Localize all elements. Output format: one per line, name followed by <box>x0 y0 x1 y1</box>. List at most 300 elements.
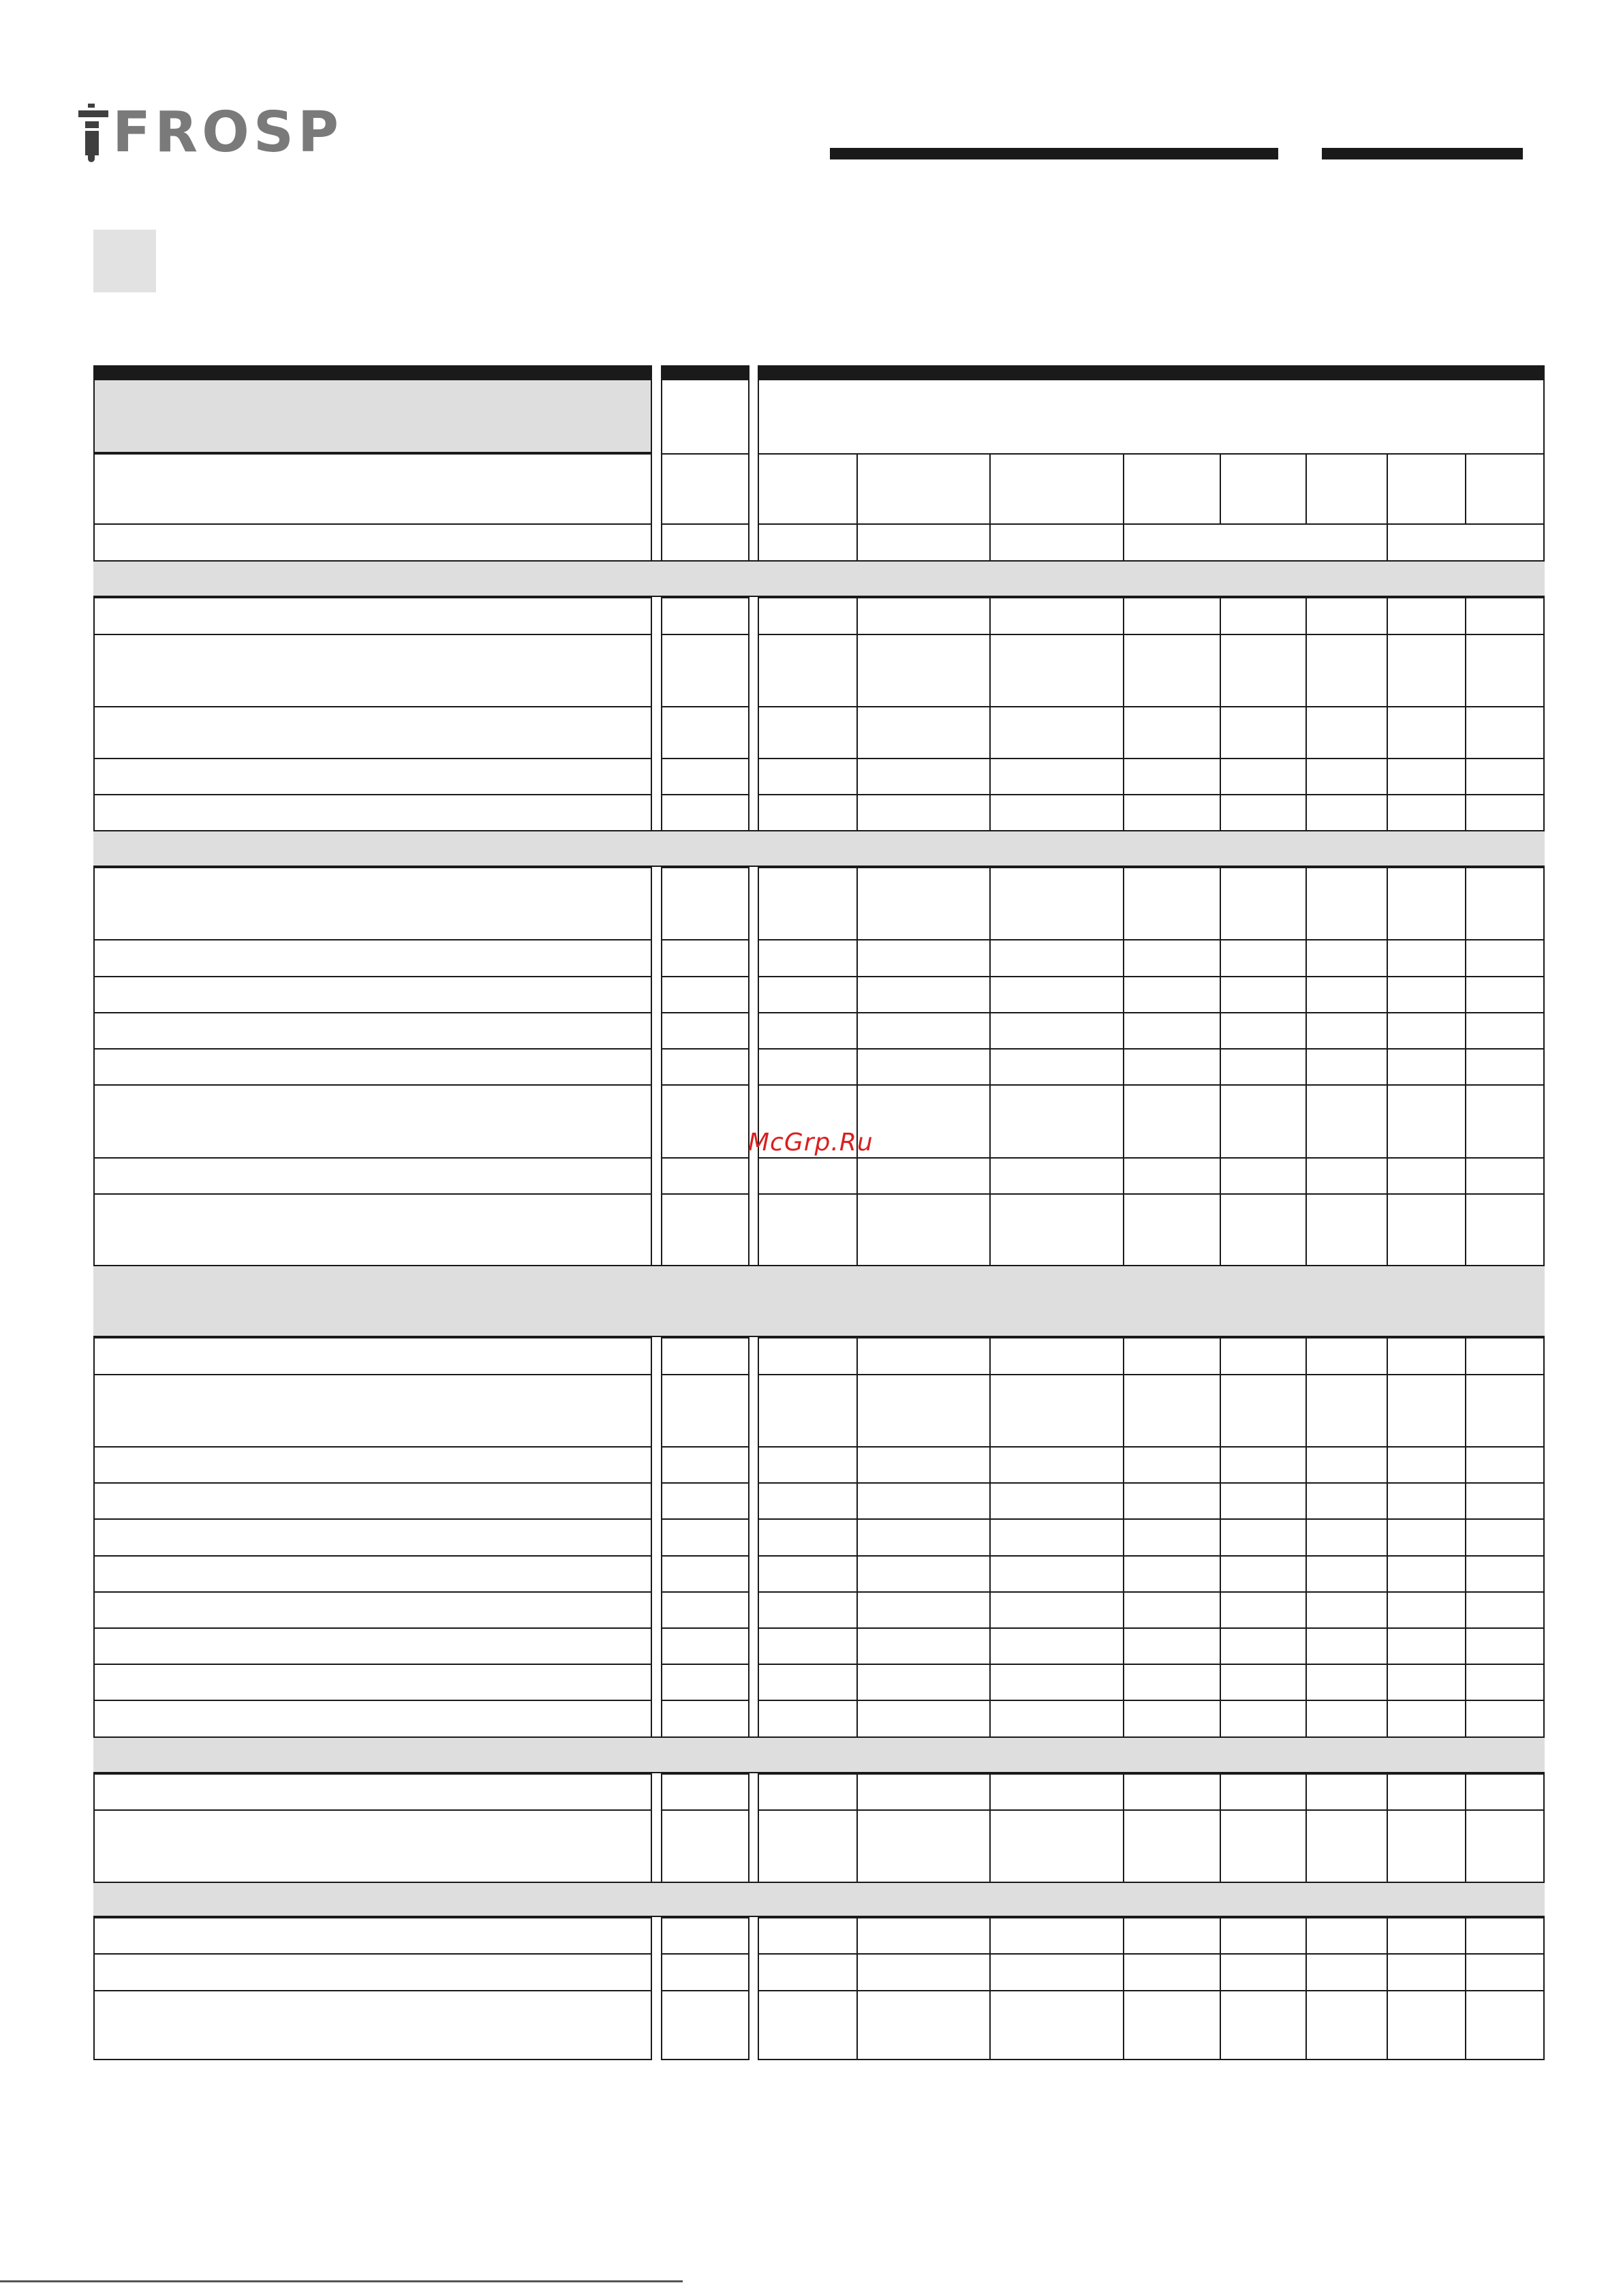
table-row-line <box>93 1012 652 1013</box>
table-row-line <box>93 1773 652 1775</box>
table-row-line <box>758 453 1545 455</box>
table-row-line <box>93 1990 652 1991</box>
section-band <box>93 560 1545 597</box>
table-col-line <box>989 939 991 976</box>
table-row-line <box>93 1700 652 1701</box>
table-col-line <box>856 867 858 939</box>
table-col-line <box>989 758 991 794</box>
table-row-line <box>93 1555 652 1557</box>
table-row-line <box>661 1048 749 1050</box>
table-row-line <box>661 1555 749 1557</box>
table-col-line <box>989 1664 991 1700</box>
table-col-line <box>1387 1990 1388 2060</box>
table-col-line <box>1305 1773 1307 1809</box>
table-col-line <box>1220 1084 1221 1157</box>
table-row-line <box>93 453 652 455</box>
table-col-line <box>1305 1337 1307 1374</box>
table-col-line <box>1387 794 1388 830</box>
column-group-box <box>758 379 1545 2060</box>
table-col-line <box>856 1773 858 1809</box>
table-col-line <box>1123 1157 1124 1193</box>
table-col-line <box>856 939 858 976</box>
table-col-line <box>1220 794 1221 830</box>
table-col-line <box>856 523 858 560</box>
table-col-line <box>1220 1374 1221 1446</box>
table-col-line <box>1305 1157 1307 1193</box>
table-row-line <box>661 1482 749 1484</box>
table-col-line <box>1387 976 1388 1012</box>
table-row-line <box>661 1446 749 1448</box>
table-row-line <box>93 976 652 977</box>
table-row-line <box>661 1337 749 1338</box>
table-col-line <box>1123 976 1124 1012</box>
table-col-line <box>989 1337 991 1374</box>
table-row-line <box>93 1809 652 1811</box>
table-row-line <box>661 1627 749 1629</box>
table-row-line <box>661 1591 749 1593</box>
table-row-line <box>93 1157 652 1159</box>
table-row-line <box>93 634 652 635</box>
table-col-line <box>989 867 991 939</box>
table-col-line <box>1220 1555 1221 1591</box>
table-col-line <box>1387 1193 1388 1265</box>
table-row-line <box>661 1084 749 1086</box>
table-col-line <box>1387 1917 1388 1953</box>
table-col-line <box>989 1627 991 1664</box>
table-col-line <box>1305 1809 1307 1882</box>
table-row-line <box>93 1518 652 1520</box>
table-col-line <box>989 1518 991 1555</box>
table-col-line <box>1465 1591 1466 1627</box>
table-col-line <box>856 1990 858 2060</box>
table-col-line <box>989 1482 991 1518</box>
table-col-line <box>1387 1482 1388 1518</box>
table-col-line <box>856 1809 858 1882</box>
table-col-line <box>1220 758 1221 794</box>
table-col-line <box>856 1591 858 1627</box>
table-col-line <box>1220 939 1221 976</box>
table-col-line <box>1220 1337 1221 1374</box>
table-col-line <box>1220 1917 1221 1953</box>
table-col-line <box>1220 867 1221 939</box>
table-row-line <box>758 1773 1545 1775</box>
table-col-line <box>1387 1664 1388 1700</box>
table-col-line <box>1465 1446 1466 1482</box>
table-col-line <box>1387 1446 1388 1482</box>
table-row-line <box>758 1555 1545 1557</box>
table-col-line <box>1387 867 1388 939</box>
table-col-line <box>1465 794 1466 830</box>
table-col-line <box>1220 634 1221 706</box>
table-col-line <box>1305 1084 1307 1157</box>
table-row-line <box>93 1482 652 1484</box>
table-row-line <box>661 634 749 635</box>
table-col-line <box>989 1012 991 1048</box>
table-col-line <box>856 706 858 758</box>
table-col-line <box>989 453 991 523</box>
table-col-line <box>1465 634 1466 706</box>
table-col-line <box>1387 758 1388 794</box>
table-row-line <box>758 939 1545 940</box>
table-col-line <box>1220 1990 1221 2060</box>
table-col-line <box>1220 1664 1221 1700</box>
table-row-line <box>661 597 749 598</box>
table-col-line <box>1123 597 1124 634</box>
table-col-line <box>989 597 991 634</box>
table-col-line <box>1220 1048 1221 1084</box>
table-row-line <box>661 976 749 977</box>
table-col-line <box>1387 1374 1388 1446</box>
table-col-line <box>989 1809 991 1882</box>
table-col-line <box>1465 1374 1466 1446</box>
table-row-line <box>661 1700 749 1701</box>
table-row-line <box>93 1084 652 1086</box>
table-col-line <box>1123 1555 1124 1591</box>
table-col-line <box>856 1012 858 1048</box>
table-col-line <box>1465 1953 1466 1990</box>
table-row-line <box>758 1627 1545 1629</box>
table-col-line <box>856 453 858 523</box>
col-header-bar-unit <box>661 365 749 379</box>
table-col-line <box>1387 453 1388 523</box>
table-col-line <box>989 1591 991 1627</box>
table-col-line <box>1465 1048 1466 1084</box>
table-col-line <box>1465 939 1466 976</box>
table-row-line <box>661 706 749 707</box>
table-col-line <box>1220 1953 1221 1990</box>
table-col-line <box>1387 597 1388 634</box>
table-row-line <box>758 867 1545 868</box>
table-col-line <box>1305 976 1307 1012</box>
table-col-line <box>1305 1953 1307 1990</box>
table-col-line <box>856 1627 858 1664</box>
section-band <box>93 830 1545 867</box>
table-row-line <box>661 1809 749 1811</box>
table-row-line <box>93 523 652 525</box>
table-col-line <box>1123 1518 1124 1555</box>
table-row-line <box>758 1664 1545 1665</box>
table-col-line <box>1305 1664 1307 1700</box>
table-col-line <box>989 794 991 830</box>
table-col-line <box>1220 1809 1221 1882</box>
table-col-line <box>1465 1482 1466 1518</box>
table-row-line <box>93 1664 652 1665</box>
table-col-line <box>1305 1627 1307 1664</box>
table-row-line <box>93 1446 652 1448</box>
table-col-line <box>856 1664 858 1700</box>
table-col-line <box>1123 1990 1124 2060</box>
table-col-line <box>856 1337 858 1374</box>
table-row-line <box>758 976 1545 977</box>
table-col-line <box>1387 1555 1388 1591</box>
table-row-line <box>758 1953 1545 1955</box>
table-col-line <box>1465 1518 1466 1555</box>
table-col-line <box>1465 1012 1466 1048</box>
table-col-line <box>1387 1084 1388 1157</box>
table-col-line <box>1465 597 1466 634</box>
table-col-line <box>1305 1990 1307 2060</box>
table-col-line <box>856 758 858 794</box>
table-row-line <box>758 1157 1545 1159</box>
table-col-line <box>1387 1157 1388 1193</box>
table-row-line <box>93 706 652 707</box>
table-col-line <box>1220 453 1221 523</box>
table-row-line <box>93 1953 652 1955</box>
table-col-line <box>1305 1700 1307 1736</box>
table-col-line <box>1123 758 1124 794</box>
table-col-line <box>1123 634 1124 706</box>
table-col-line <box>989 976 991 1012</box>
column-group-box <box>93 379 652 2060</box>
table-col-line <box>989 1048 991 1084</box>
table-col-line <box>1387 1700 1388 1736</box>
table-row-line <box>661 1374 749 1375</box>
table-row-line <box>93 867 652 868</box>
table-col-line <box>1305 758 1307 794</box>
table-col-line <box>989 1446 991 1482</box>
table-col-line <box>1305 453 1307 523</box>
table-col-line <box>1220 976 1221 1012</box>
column-group-box <box>661 379 749 2060</box>
table-col-line <box>1465 1700 1466 1736</box>
table-row-line <box>93 1374 652 1375</box>
table-col-line <box>1465 1773 1466 1809</box>
section-number-box <box>93 230 156 292</box>
table-row-line <box>758 1809 1545 1811</box>
table-row-line <box>93 597 652 598</box>
table-col-line <box>1305 1917 1307 1953</box>
header-rule-long <box>830 148 1278 159</box>
table-col-line <box>856 1518 858 1555</box>
table-col-line <box>1387 1048 1388 1084</box>
header-label-fill <box>95 380 651 452</box>
table-col-line <box>1123 523 1124 560</box>
table-row-line <box>93 1591 652 1593</box>
table-col-line <box>1305 1518 1307 1555</box>
table-row-line <box>661 453 749 455</box>
table-row-line <box>93 1193 652 1195</box>
table-col-line <box>1387 1518 1388 1555</box>
header-rule-short <box>1322 148 1523 159</box>
table-row-line <box>758 1193 1545 1195</box>
section-band <box>93 1265 1545 1337</box>
table-row-line <box>661 1917 749 1918</box>
table-col-line <box>1123 1700 1124 1736</box>
table-col-line <box>1465 453 1466 523</box>
table-col-line <box>856 1374 858 1446</box>
table-row-line <box>758 523 1545 525</box>
table-col-line <box>1305 1193 1307 1265</box>
table-col-line <box>1305 1591 1307 1627</box>
table-row-line <box>661 758 749 759</box>
table-row-line <box>758 1048 1545 1050</box>
table-col-line <box>1220 1193 1221 1265</box>
section-band <box>93 1882 1545 1917</box>
table-col-line <box>1123 1917 1124 1953</box>
table-col-line <box>1220 597 1221 634</box>
table-col-line <box>856 1555 858 1591</box>
table-col-line <box>856 1048 858 1084</box>
table-col-line <box>856 1917 858 1953</box>
table-col-line <box>856 794 858 830</box>
table-row-line <box>661 1518 749 1520</box>
table-col-line <box>1465 1084 1466 1157</box>
section-band <box>93 1736 1545 1773</box>
table-row-line <box>758 634 1545 635</box>
table-col-line <box>856 597 858 634</box>
table-col-line <box>1220 1700 1221 1736</box>
table-col-line <box>1123 1627 1124 1664</box>
table-col-line <box>1465 1990 1466 2060</box>
table-col-line <box>1123 1193 1124 1265</box>
table-col-line <box>1123 1446 1124 1482</box>
table-col-line <box>1465 1627 1466 1664</box>
table-col-line <box>1123 1048 1124 1084</box>
table-col-line <box>989 523 991 560</box>
table-col-line <box>1465 1193 1466 1265</box>
table-row-line <box>93 1048 652 1050</box>
table-row-line <box>93 794 652 795</box>
table-col-line <box>989 634 991 706</box>
table-row-line <box>758 1446 1545 1448</box>
table-col-line <box>1305 1048 1307 1084</box>
table-row-line <box>661 794 749 795</box>
table-row-line <box>93 939 652 940</box>
table-col-line <box>989 1157 991 1193</box>
table-col-line <box>989 1773 991 1809</box>
table-col-line <box>1305 634 1307 706</box>
table-row-line <box>661 1157 749 1159</box>
table-row-line <box>93 1337 652 1338</box>
table-col-line <box>989 1990 991 2060</box>
table-col-line <box>1123 453 1124 523</box>
brand-logo <box>78 102 343 164</box>
table-row-line <box>758 1990 1545 1991</box>
table-col-line <box>1305 706 1307 758</box>
table-col-line <box>1387 1012 1388 1048</box>
logo-text: FROSP <box>112 100 343 165</box>
table-row-line <box>661 1193 749 1195</box>
table-col-line <box>989 1555 991 1591</box>
table-col-line <box>1465 1664 1466 1700</box>
table-col-line <box>1465 706 1466 758</box>
table-row-line <box>661 1990 749 1991</box>
table-col-line <box>989 1193 991 1265</box>
table-col-line <box>1305 1012 1307 1048</box>
table-col-line <box>1123 1591 1124 1627</box>
watermark-text: McGrp.Ru <box>748 1129 874 1157</box>
table-col-line <box>1123 1773 1124 1809</box>
table-col-line <box>856 1193 858 1265</box>
table-row-line <box>93 1917 652 1918</box>
table-row-line <box>758 758 1545 759</box>
table-col-line <box>1305 1555 1307 1591</box>
table-col-line <box>1387 939 1388 976</box>
table-col-line <box>1123 1482 1124 1518</box>
table-col-line <box>1123 1337 1124 1374</box>
table-col-line <box>1305 1446 1307 1482</box>
table-col-line <box>1387 1773 1388 1809</box>
table-col-line <box>1305 939 1307 976</box>
table-col-line <box>1305 867 1307 939</box>
table-col-line <box>1465 1157 1466 1193</box>
table-col-line <box>1387 1627 1388 1664</box>
table-col-line <box>1387 1809 1388 1882</box>
table-col-line <box>1220 1773 1221 1809</box>
table-col-line <box>856 1700 858 1736</box>
table-col-line <box>856 1953 858 1990</box>
table-row-line <box>758 1337 1545 1338</box>
table-row-line <box>93 758 652 759</box>
table-col-line <box>1465 867 1466 939</box>
table-row-line <box>661 1664 749 1665</box>
table-row-line <box>758 1374 1545 1375</box>
table-row-line <box>661 1773 749 1775</box>
table-col-line <box>1220 1482 1221 1518</box>
table-col-line <box>1123 1953 1124 1990</box>
table-col-line <box>1465 1809 1466 1882</box>
logo-mark-icon <box>78 104 108 162</box>
table-col-line <box>989 1374 991 1446</box>
table-col-line <box>989 1084 991 1157</box>
table-col-line <box>1123 1664 1124 1700</box>
table-col-line <box>1465 1555 1466 1591</box>
table-row-line <box>758 1917 1545 1918</box>
table-col-line <box>1220 1518 1221 1555</box>
table-col-line <box>1123 794 1124 830</box>
table-col-line <box>1220 1627 1221 1664</box>
table-col-line <box>1305 597 1307 634</box>
table-col-line <box>856 1482 858 1518</box>
table-col-line <box>1123 1012 1124 1048</box>
table-col-line <box>989 1917 991 1953</box>
table-col-line <box>1465 1917 1466 1953</box>
table-row-line <box>758 1700 1545 1701</box>
table-row-line <box>661 867 749 868</box>
table-col-line <box>856 976 858 1012</box>
table-row-line <box>93 1627 652 1629</box>
table-col-line <box>1387 1591 1388 1627</box>
table-row-line <box>758 1518 1545 1520</box>
table-col-line <box>1305 794 1307 830</box>
table-col-line <box>1220 1591 1221 1627</box>
table-col-line <box>1220 1012 1221 1048</box>
table-col-line <box>1305 1374 1307 1446</box>
table-col-line <box>1220 1446 1221 1482</box>
table-row-line <box>758 1482 1545 1484</box>
table-row-line <box>758 1012 1545 1013</box>
table-col-line <box>1123 1809 1124 1882</box>
table-col-line <box>1123 1374 1124 1446</box>
table-col-line <box>1123 1084 1124 1157</box>
table-col-line <box>1465 976 1466 1012</box>
table-col-line <box>1123 939 1124 976</box>
table-col-line <box>1123 706 1124 758</box>
table-col-line <box>856 634 858 706</box>
table-row-line <box>661 1012 749 1013</box>
table-col-line <box>1387 706 1388 758</box>
table-col-line <box>1220 706 1221 758</box>
table-row-line <box>758 706 1545 707</box>
table-row-line <box>661 939 749 940</box>
table-row-line <box>661 523 749 525</box>
table-col-line <box>856 1446 858 1482</box>
footer-rule <box>0 2280 683 2282</box>
table-col-line <box>1123 867 1124 939</box>
table-col-line <box>1387 634 1388 706</box>
table-row-line <box>758 1084 1545 1086</box>
table-col-line <box>1465 1337 1466 1374</box>
